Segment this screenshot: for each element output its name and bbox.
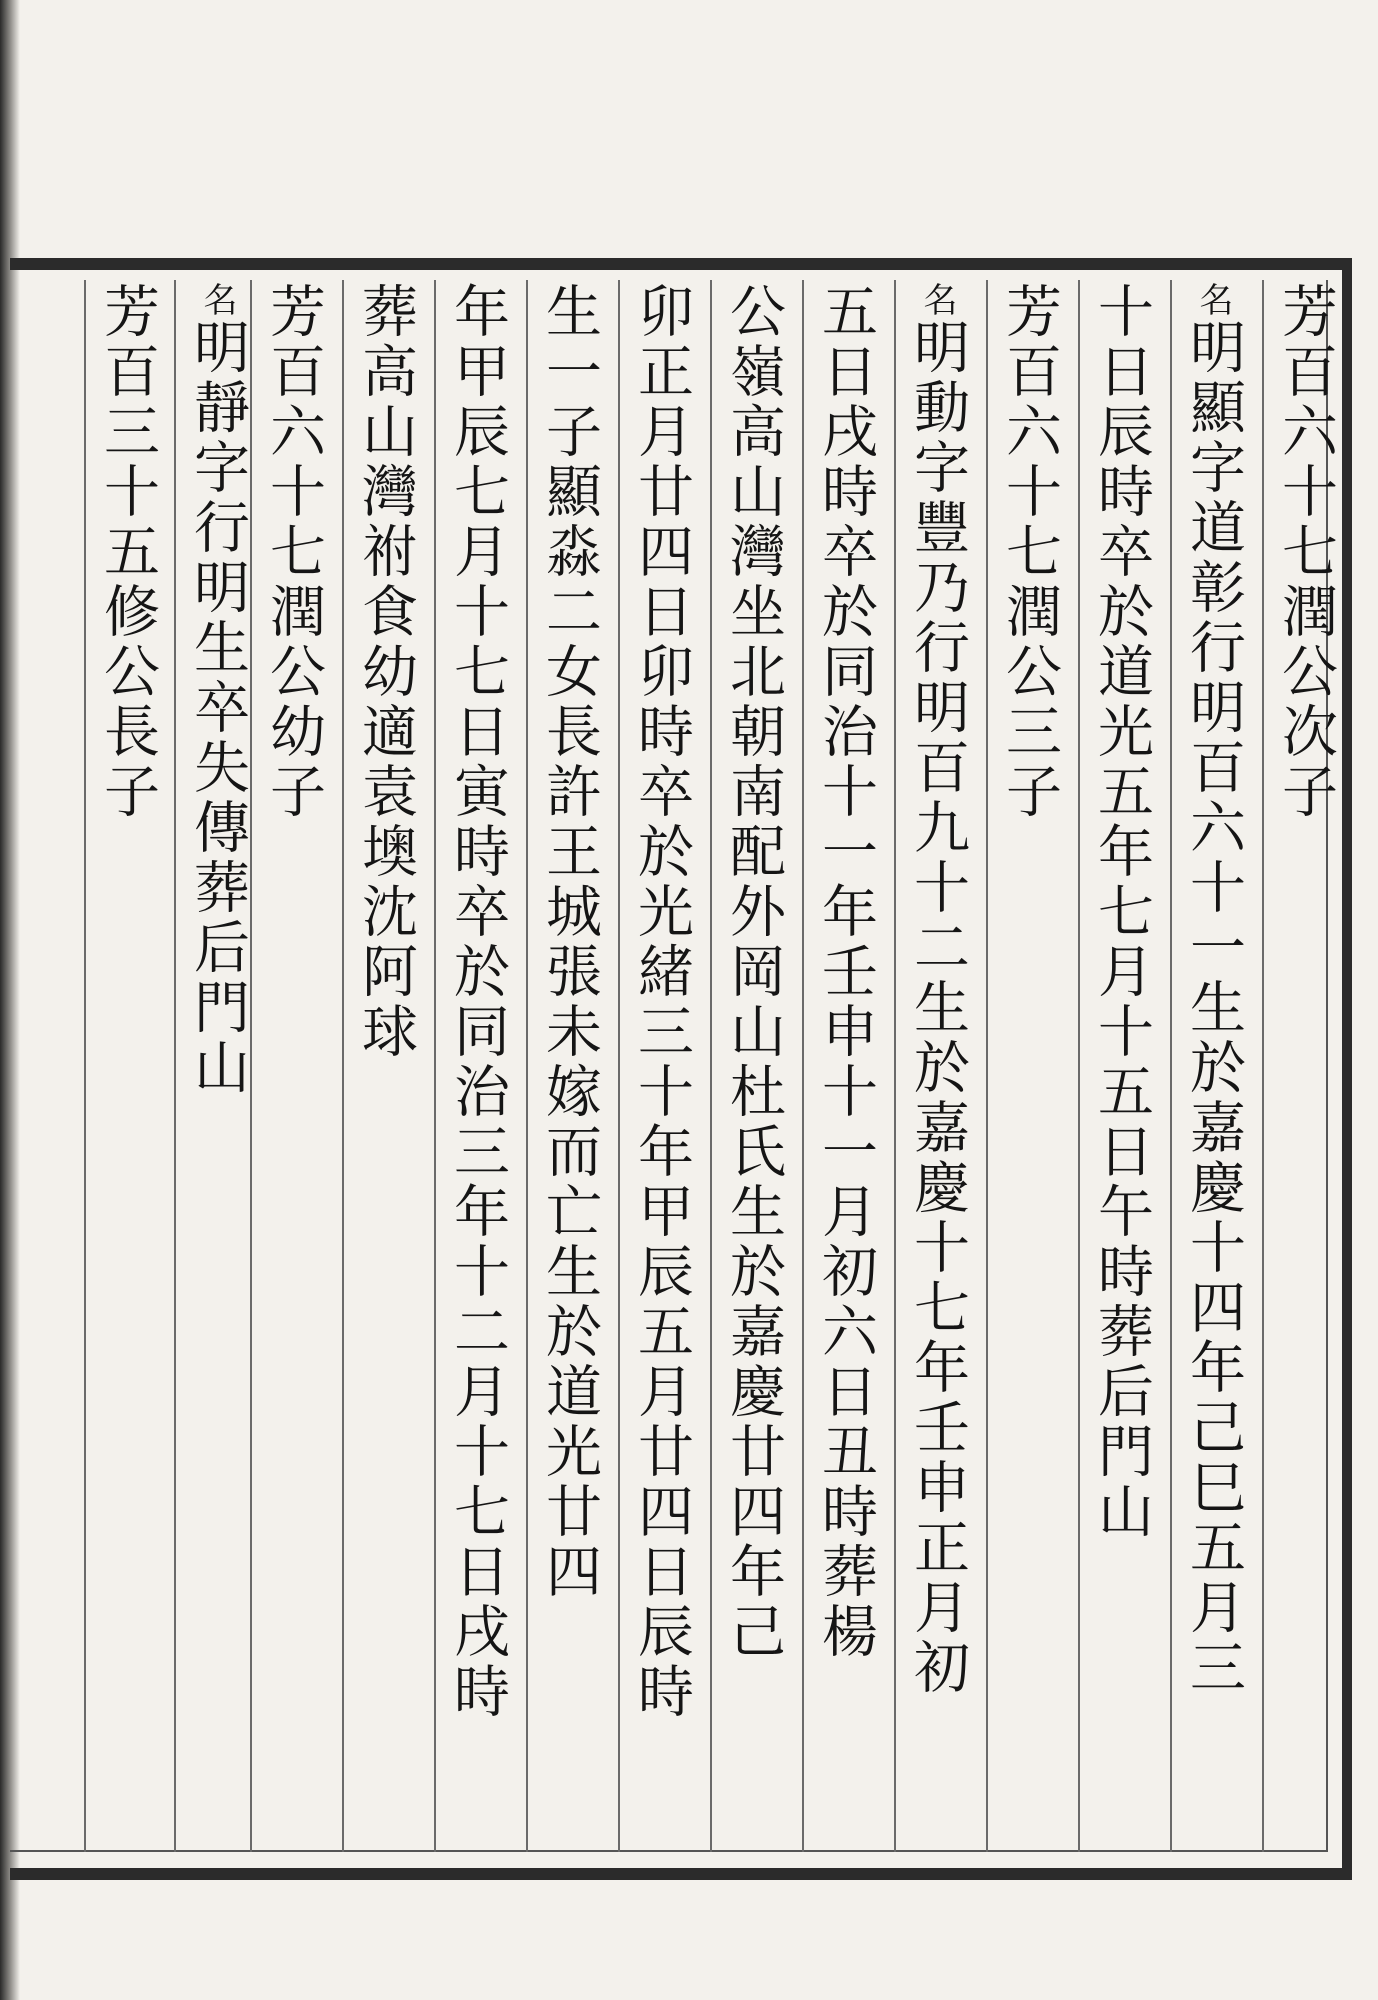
entry-text: 卯正月廿四日卯時卒於光緒三十年甲辰五月廿四日辰時 (629, 282, 694, 1722)
entry-text: 祔食幼適袁墺沈阿球 (353, 522, 418, 1062)
burial-text: 葬后門山 (1089, 1302, 1154, 1542)
burial-text: 葬高山灣 (353, 282, 418, 522)
genealogy-heading: 芳百六十七潤公次子 (1273, 282, 1338, 822)
name-marker: 名 (917, 282, 957, 318)
genealogy-heading: 芳百六十七潤公三子 (997, 282, 1062, 822)
text-column (436, 282, 518, 1850)
entry-text: 五日戌時卒於同治十一年壬申十一月初六日丑時 (813, 282, 878, 1542)
text-column (176, 282, 258, 1850)
entry-text: 明動字豐乃行明百九十二生於嘉慶十七年壬申正月初 (905, 318, 970, 1698)
text-column (252, 282, 334, 1850)
text-column (804, 282, 886, 1850)
entry-text: 明顯字道彰行明百六十一生於嘉慶十四年己巳五月三 (1181, 318, 1246, 1698)
entry-text: 十日辰時卒於道光五年七月十五日午時 (1089, 282, 1154, 1302)
text-column (1080, 282, 1162, 1850)
entry-text: 生卒失傳葬后門山 (185, 618, 250, 1098)
entry-text: 明靜字行明 (185, 318, 250, 618)
text-column (528, 282, 610, 1850)
text-column (1264, 282, 1346, 1850)
text-column (988, 282, 1070, 1850)
name-marker: 名 (197, 282, 237, 318)
text-column (896, 282, 978, 1850)
genealogy-heading: 芳百三十五修公長子 (95, 282, 160, 822)
folio-number (14, 1002, 70, 1058)
spouse-text: 配外岡山杜氏生於嘉慶廿四年己 (721, 822, 786, 1662)
entry-text: 年甲辰七月十七日寅時卒於同治三年十二月十七日戌時 (445, 282, 510, 1722)
text-column (1172, 282, 1254, 1850)
entry-text: 公嶺高山灣坐北朝南 (721, 282, 786, 822)
text-column (620, 282, 702, 1850)
name-marker: 名 (1193, 282, 1233, 318)
text-column (712, 282, 794, 1850)
genealogy-heading: 芳百六十七潤公幼子 (261, 282, 326, 822)
page-margin (14, 282, 70, 1850)
text-column (344, 282, 426, 1850)
entry-text: 生一子 (537, 282, 602, 462)
text-column (86, 282, 168, 1850)
children-text: 顯淼二女長許王城張未嫁而亡生於道光廿四 (537, 462, 602, 1602)
burial-text: 葬楊 (813, 1542, 878, 1662)
